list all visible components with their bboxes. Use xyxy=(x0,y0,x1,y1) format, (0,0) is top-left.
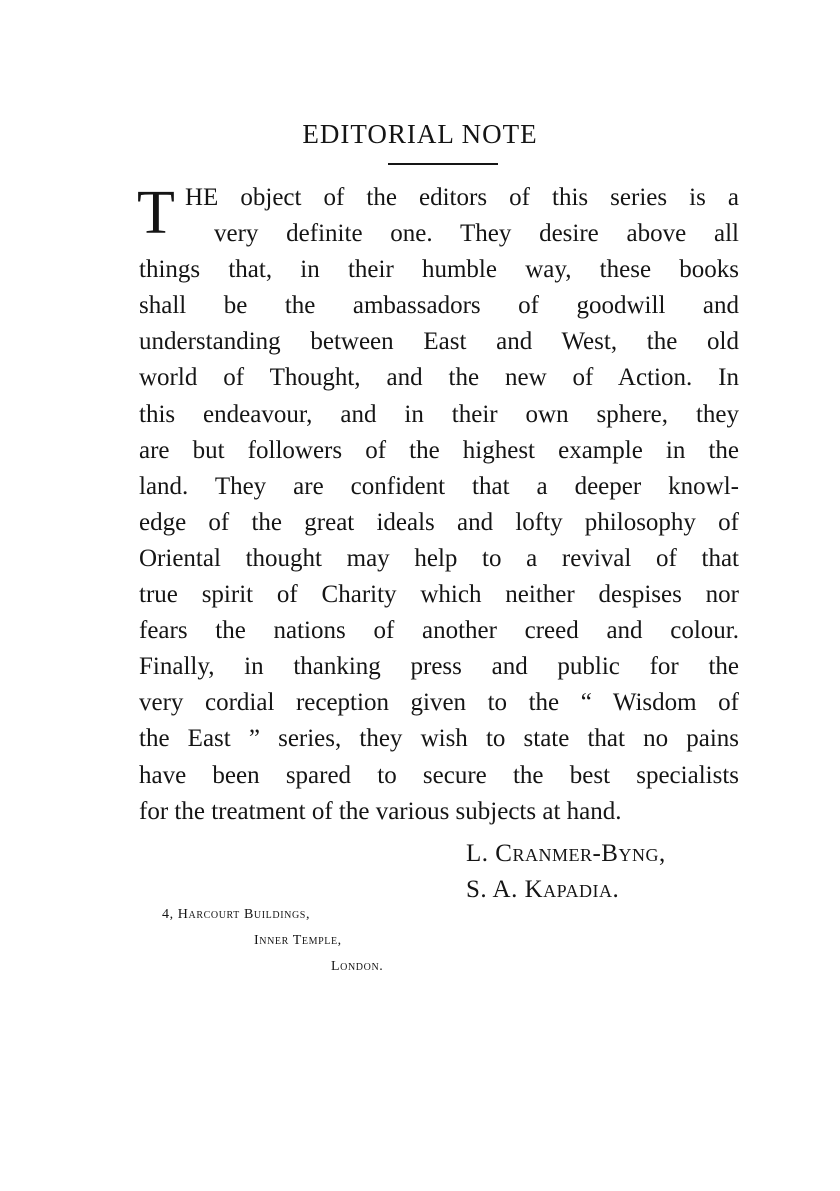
text-line: this endeavour, and in their own sphere, they xyxy=(139,400,739,428)
text-line: have been spared to secure the best specialists xyxy=(139,761,739,789)
text-line: HE object of the editors of this series is a xyxy=(185,184,739,211)
text-line: very definite one. They desire above all xyxy=(214,220,739,248)
text-line: fears the nations of another creed and colour. xyxy=(139,617,739,645)
text-line: land. They are confident that a deeper knowl- xyxy=(139,472,739,500)
text-line: edge of the great ideals and lofty philosophy of xyxy=(139,508,739,536)
text-line: very cordial reception given to the “ Wisdom of xyxy=(139,689,739,717)
text-line: shall be the ambassadors of goodwill and xyxy=(139,292,739,320)
address-line: Inner Temple, xyxy=(254,933,342,948)
text-line: the East ” series, they wish to state that no pains xyxy=(139,725,739,753)
drop-cap: T xyxy=(137,179,175,247)
text-line: true spirit of Charity which neither despises nor xyxy=(139,581,739,609)
title-rule xyxy=(388,163,498,165)
signatures xyxy=(466,836,666,908)
address-line: London. xyxy=(331,959,384,974)
text-line: world of Thought, and the new of Action. In xyxy=(139,364,739,392)
signatory: L. Cranmer-Byng, xyxy=(466,840,666,867)
text-line: things that, in their humble way, these books xyxy=(139,256,739,284)
text-line: understanding between East and West, the old xyxy=(139,328,739,356)
page-title: EDITORIAL NOTE xyxy=(302,119,538,149)
text-line: Finally, in thanking press and public for the xyxy=(139,653,739,681)
text-line: Oriental thought may help to a revival of that xyxy=(139,544,739,572)
text-line: for the treatment of the various subjects at hand. xyxy=(139,797,622,825)
editorial-text xyxy=(139,180,739,830)
signatory: S. A. Kapadia. xyxy=(466,876,620,903)
address-line: 4, Harcourt Buildings, xyxy=(162,907,311,922)
text-line: are but followers of the highest example in the xyxy=(139,436,739,464)
